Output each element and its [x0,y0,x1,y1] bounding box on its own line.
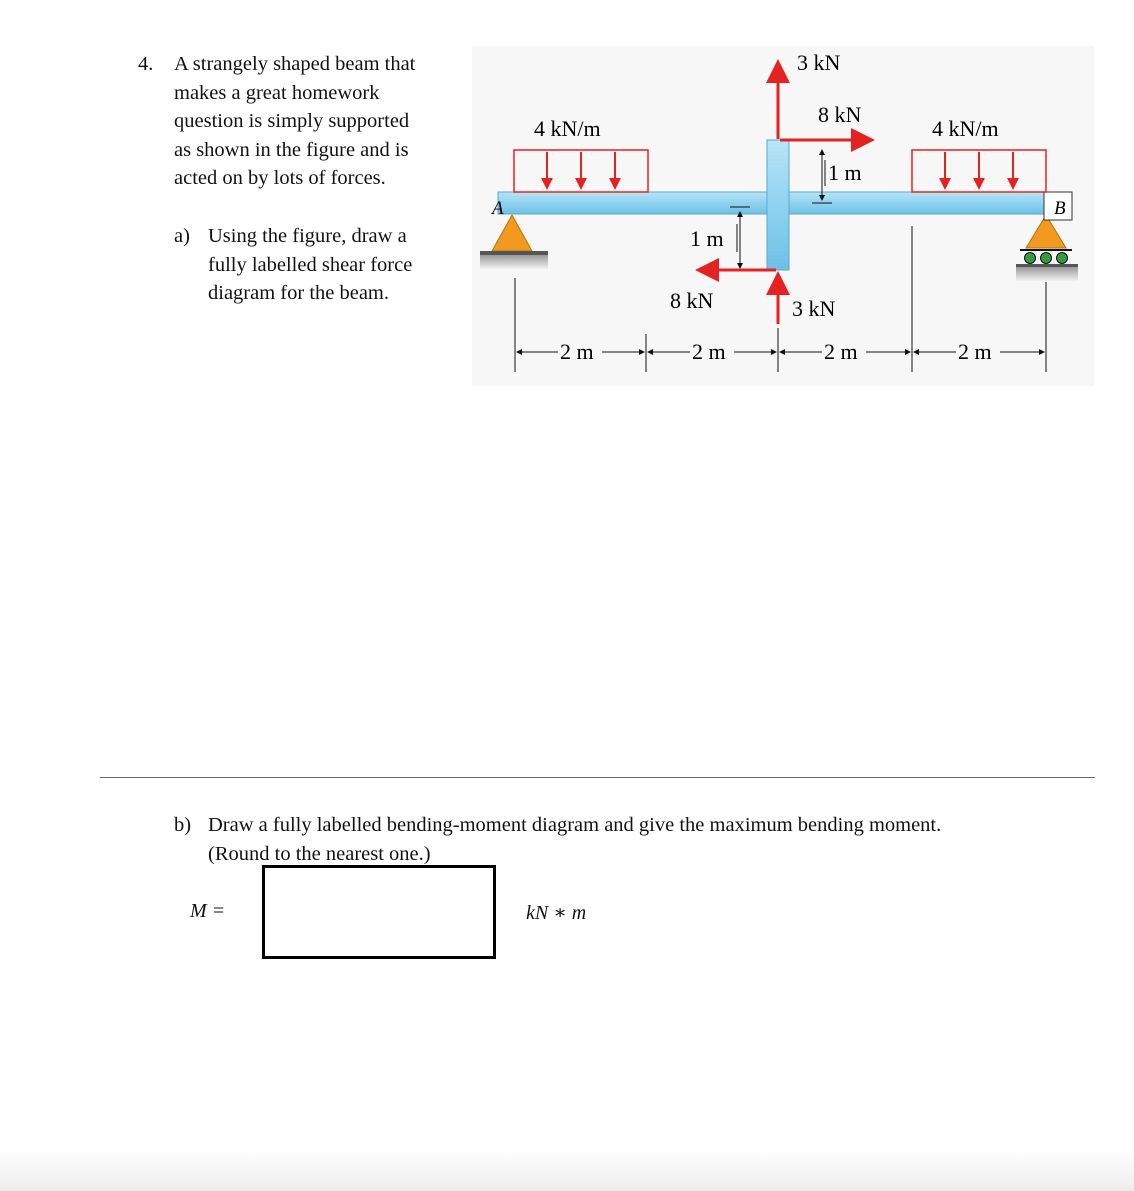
moment-label: M = [190,900,226,922]
bottom-vertical-force-label: 3 kN [792,296,836,321]
roller-wheel-3 [1057,253,1068,264]
support-a-label: A [492,198,504,219]
bottom-horizontal-force-label: 8 kN [670,288,714,313]
span-4-label: 2 m [958,339,992,364]
ground-a-hatch [480,255,548,269]
question-number: 4. [138,53,154,75]
question-text: A strangely shaped beam that makes a great homework question is simply supported as shown in the figure and is acted on by lots of forces. [174,53,416,190]
vertical-post [767,140,789,270]
moment-answer-box[interactable] [262,865,496,959]
top-horizontal-force-label: 8 kN [818,102,862,127]
page-bottom-fade [0,1150,1134,1191]
part-b-label: b) [174,814,192,836]
dist-load-right-label: 4 kN/m [932,116,999,141]
roller-wheel-2 [1041,253,1052,264]
roller-wheel-1 [1025,253,1036,264]
top-arm-label: 1 m [828,160,862,185]
span-2-label: 2 m [692,339,726,364]
ground-a [480,251,548,255]
part-a-label: a) [174,225,190,247]
moment-unit-label: kN ∗ m [526,902,587,924]
section-divider [100,777,1095,778]
roller-top-plate [1020,249,1072,251]
part-b-text: Draw a fully labelled bending-moment diagram and give the maximum bending moment. (Round to the nearest one.) [208,814,942,865]
beam-figure [472,46,1094,391]
support-b-label: B [1054,198,1066,219]
part-a-text: Using the figure, draw a fully labelled shear force diagram for the beam. [208,225,413,305]
span-1-label: 2 m [560,339,594,364]
top-vertical-force-label: 3 kN [797,50,841,75]
dist-load-left-label: 4 kN/m [534,116,601,141]
ground-b [1016,264,1078,267]
span-3-label: 2 m [824,339,858,364]
bottom-arm-label: 1 m [690,226,724,251]
beam-diagram [472,46,1094,386]
ground-b-hatch [1016,267,1078,281]
